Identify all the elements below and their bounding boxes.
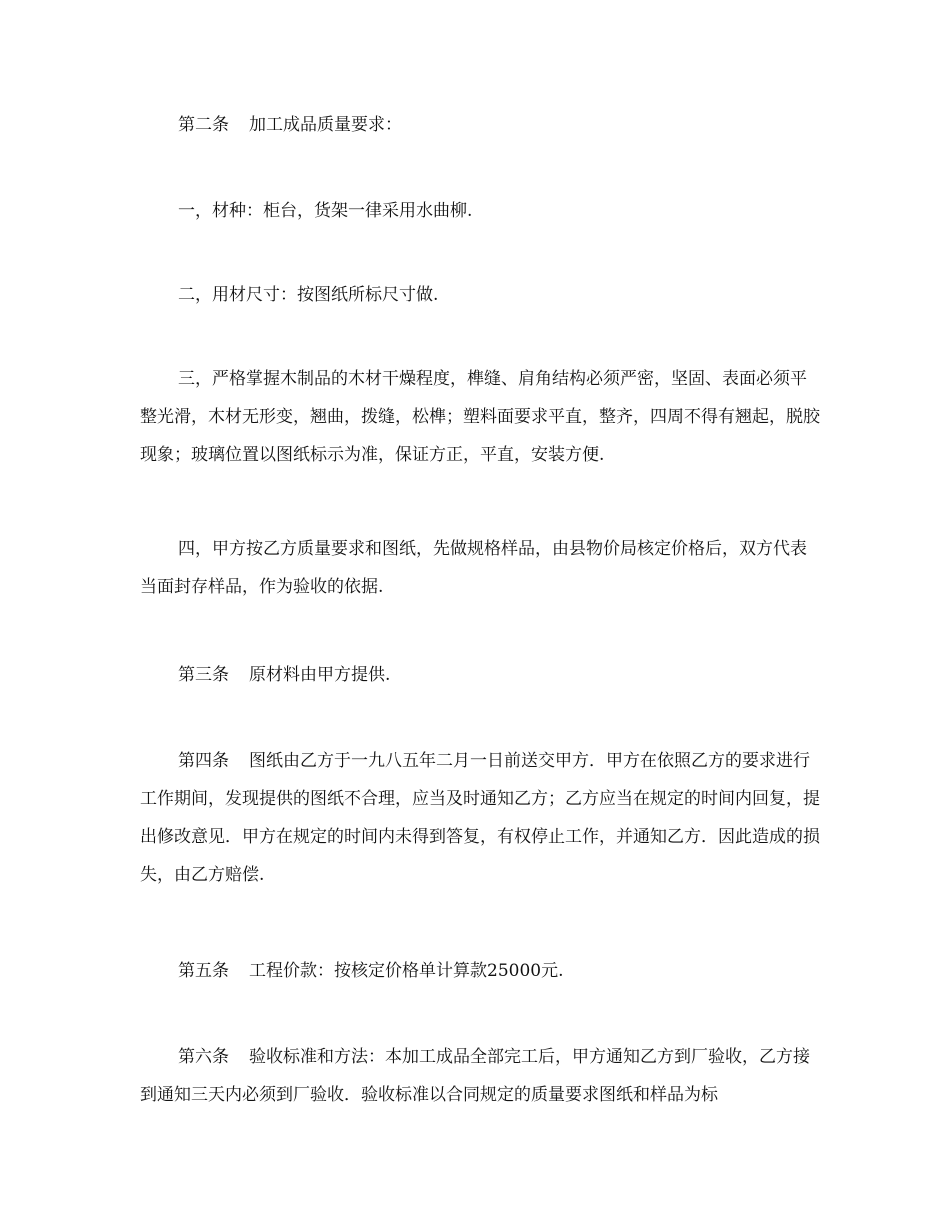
paragraph-text: 加工成品质量要求： <box>249 115 402 135</box>
article-number: 第四条 <box>178 751 229 771</box>
article-3-paragraph <box>140 656 820 694</box>
paragraph-text: 图纸由乙方于一九八五年二月一日前送交甲方．甲方在依照乙方的要求进行工作期间，发现提供的图纸不合理，应当及时通知乙方；乙方应当在规定的时间内回复，提出修改意见．甲方在规定的时间内未得到答复，有权停止工作，并通知乙方．因此造成的损失，由乙方赔偿. <box>140 751 820 885</box>
paragraph-text: 一，材种：柜台，货架一律采用水曲柳. <box>178 201 473 221</box>
paragraph-text: 三，严格掌握木制品的木材干燥程度，榫缝、肩角结构必须严密，坚固、表面必须平整光滑，木材无形变，翘曲，拨缝，松榫；塑料面要求平直，整齐，四周不得有翘起，脱胶现象；玻璃位置以图纸标示为准，保证方正，平直，安装方便. <box>140 369 820 465</box>
paragraph-text: 工程价款：按核定价格单计算款25000元. <box>249 961 564 981</box>
article-6-paragraph <box>140 1038 820 1114</box>
paragraph-text: 四，甲方按乙方质量要求和图纸，先做规格样品，由县物价局核定价格后，双方代表当面封存样品，作为验收的依据. <box>140 539 807 597</box>
article-4-paragraph <box>140 742 820 894</box>
article-number: 第五条 <box>178 961 229 981</box>
item-3-paragraph <box>140 360 820 474</box>
article-2-heading <box>140 106 820 144</box>
paragraph-text: 二，用材尺寸：按图纸所标尺寸做. <box>178 285 439 305</box>
article-number: 第六条 <box>178 1047 229 1067</box>
item-2-paragraph <box>140 276 820 314</box>
article-number: 第三条 <box>178 665 229 685</box>
item-1-paragraph <box>140 192 820 230</box>
item-4-paragraph <box>140 530 820 606</box>
article-number: 第二条 <box>178 115 229 135</box>
paragraph-text: 原材料由甲方提供. <box>249 665 391 685</box>
paragraph-text: 验收标准和方法：本加工成品全部完工后，甲方通知乙方到厂验收，乙方接到通知三天内必须到厂验收．验收标准以合同规定的质量要求图纸和样品为标 <box>140 1047 810 1105</box>
article-5-paragraph <box>140 952 820 990</box>
